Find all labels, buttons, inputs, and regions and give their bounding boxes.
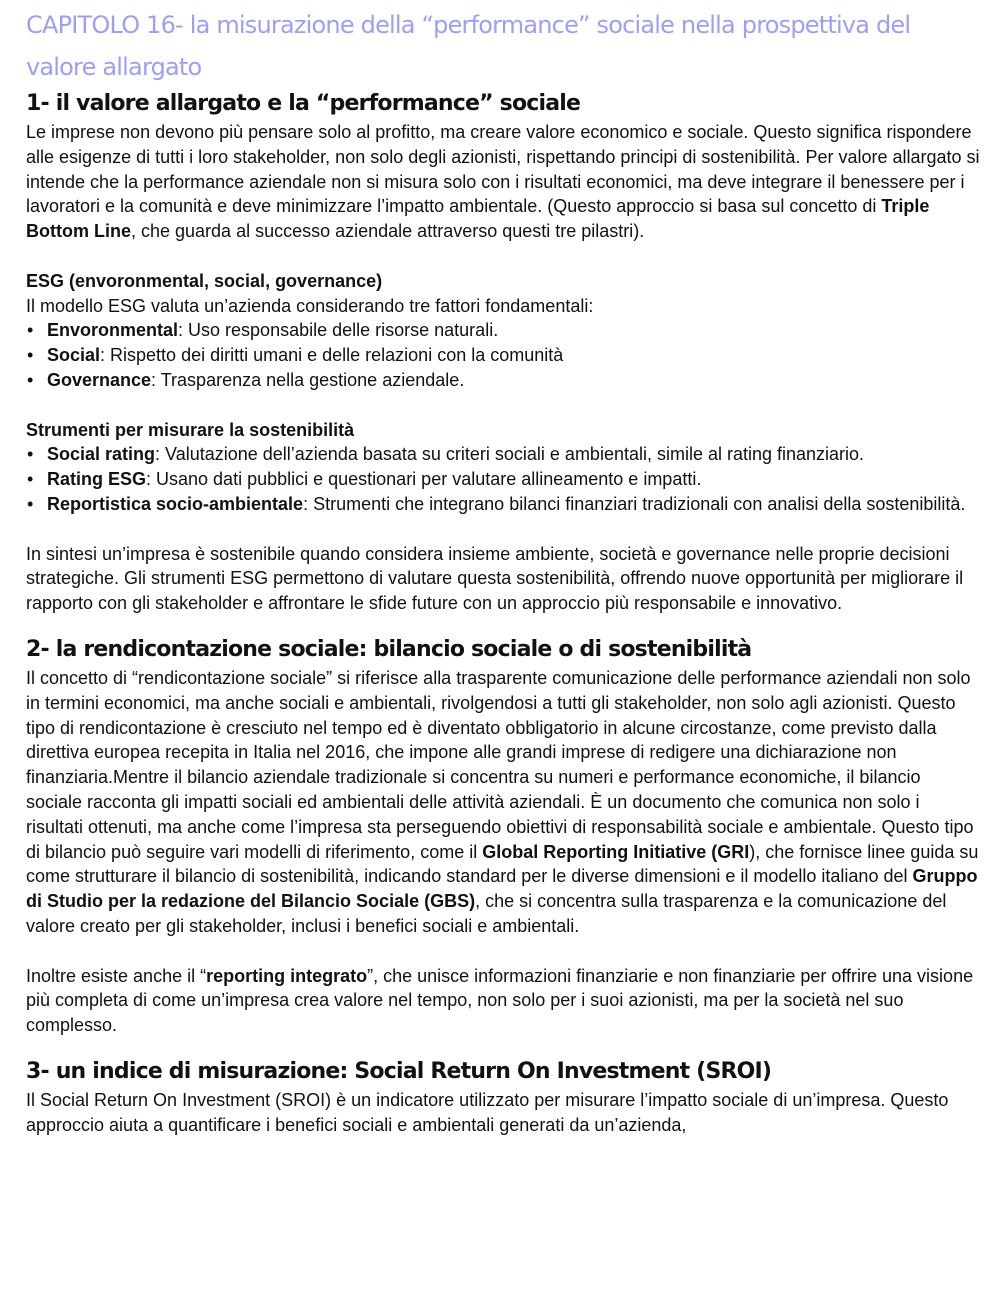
- spacer: [26, 939, 981, 964]
- spacer: [26, 244, 981, 269]
- list-item: [26, 368, 981, 393]
- paragraph-text: Il concetto di “rendicontazione sociale” si riferisce alla trasparente comunicazione delle performance aziendali non solo in termini economici, ma anche sociali e ambientali, rivolgendosi a tutti gli stakeholder, non solo agli azionisti. Questo tipo di rendicontazione è cresciuto nel tempo ed è diventato obbligatorio in alcune circostanze, come previsto dalla direttiva europea recepita in Italia nel 2016, che impone alle grandi imprese di redigere una dichiarazione non finanziaria.Mentre il bilancio aziendale tradizionale si concentra su numeri e performance economiche, il bilancio sociale racconta gli impatti sociali ed ambientali delle attività aziendali. È un documento che comunica non solo i risultati ottenuti, ma anche come l’impresa sta perseguendo obiettivi di responsabilità sociale e ambientale. Questo tipo di bilancio può seguire vari modelli di riferimento, come il: [26, 667, 974, 862]
- list-item-term: Governance: [47, 369, 152, 390]
- esg-factor-list: [26, 318, 981, 392]
- section-1-summary: In sintesi un’impresa è sostenibile quando considera insieme ambiente, società e governance nelle proprie decisioni strategiche. Gli strumenti ESG permettono di valutare questa sostenibilità, offrendo nuove opportunità per migliorare il rapporto con gli stakeholder e affrontare le sfide future con un approccio più responsabile e innovativo.: [26, 543, 964, 614]
- chapter-title: CAPITOLO 16- la misurazione della “performance” sociale nella prospettiva del valore allargato: [26, 11, 911, 81]
- paragraph-text: ), che fornisce linee guida su come strutturare il bilancio di sostenibilità, indicando standard per le diverse dimensioni e il modello italiano del: [26, 841, 979, 887]
- spacer: [26, 1038, 981, 1056]
- section-2-paragraph-1: [26, 666, 981, 939]
- list-item-text: : Usano dati pubblici e questionari per valutare allineamento e impatti.: [146, 469, 702, 490]
- gri-term: Global Reporting Initiative (GRI: [482, 841, 750, 862]
- list-item-text: : Trasparenza nella gestione aziendale.: [151, 369, 465, 390]
- paragraph-text: Inoltre esiste anche il “: [26, 965, 207, 986]
- list-item-text: : Uso responsabile delle risorse naturali.: [178, 320, 499, 341]
- section-3-paragraph-1: Il Social Return On Investment (SROI) è un indicatore utilizzato per misurare l’impatto sociale di un’impresa. Questo approccio aiuta a quantificare i benefici sociali e ambientali generati da un’azienda,: [26, 1089, 949, 1135]
- spacer: [26, 393, 981, 418]
- section-2-title: 2- la rendicontazione sociale: bilancio sociale o di sostenibilità: [26, 636, 752, 662]
- list-item-term: Envoronmental: [47, 320, 179, 341]
- tools-list: [26, 442, 981, 516]
- list-item: [26, 318, 981, 343]
- reporting-integrato-term: reporting integrato: [206, 965, 368, 986]
- list-item: [26, 343, 981, 368]
- triple-bottom-line-term: Triple Bottom Line: [26, 196, 930, 242]
- list-item: [26, 492, 981, 517]
- section-1-title: 1- il valore allargato e la “performance” sociale: [26, 91, 581, 116]
- list-item-text: : Rispetto dei diritti umani e delle relazioni con la comunità: [100, 345, 564, 366]
- section-1-intro: [26, 120, 981, 244]
- section-2-paragraph-2: [26, 964, 981, 1038]
- intro-text-part-1: Le imprese non devono più pensare solo al profitto, ma creare valore economico e sociale. Questo significa rispondere alle esigenze di tutti i loro stakeholder, non solo degli azionisti, rispettando principi di sostenibilità. Per valore allargato si intende che la performance aziendale non si misura solo con i risultati economici, ma deve integrare il benessere per i lavoratori e la comunità e deve minimizzare l’impatto ambientale. (Questo approccio si basa sul concetto di: [26, 122, 980, 217]
- spacer: [26, 616, 981, 634]
- esg-heading: ESG (envoronmental, social, governance): [26, 270, 383, 291]
- list-item-term: Rating ESG: [47, 469, 147, 490]
- section-3-title: 3- un indice di misurazione: Social Return On Investment (SROI): [26, 1058, 772, 1084]
- document-page: [26, 4, 981, 1137]
- list-item-term: Social rating: [47, 444, 156, 465]
- list-item: [26, 442, 981, 467]
- spacer: [26, 517, 981, 542]
- gbs-term: Gruppo di Studio per la redazione del Bilancio Sociale (GBS): [26, 866, 978, 912]
- paragraph-text: , che si concentra sulla trasparenza e la comunicazione del valore creato per gli stakeholder, inclusi i benefici sociali e ambientali.: [26, 891, 947, 936]
- intro-text-part-2: , che guarda al successo aziendale attraverso questi tre pilastri).: [131, 221, 645, 242]
- list-item-text: : Valutazione dell’azienda basata su criteri sociali e ambientali, simile al rating finanziario.: [155, 444, 865, 465]
- tools-heading: Strumenti per misurare la sostenibilità: [26, 419, 355, 440]
- list-item-text: : Strumenti che integrano bilanci finanziari tradizionali con analisi della sostenibilità.: [303, 493, 966, 514]
- list-item: [26, 467, 981, 492]
- list-item-term: Social: [47, 345, 101, 366]
- esg-lead: Il modello ESG valuta un’azienda considerando tre fattori fondamentali:: [26, 295, 594, 316]
- list-item-term: Reportistica socio-ambientale: [47, 493, 304, 514]
- paragraph-text: ”, che unisce informazioni finanziarie e non finanziarie per offrire una visione più completa di come un’impresa crea valore nel tempo, non solo per i suoi azionisti, ma per la società nel suo complesso.: [26, 965, 974, 1036]
